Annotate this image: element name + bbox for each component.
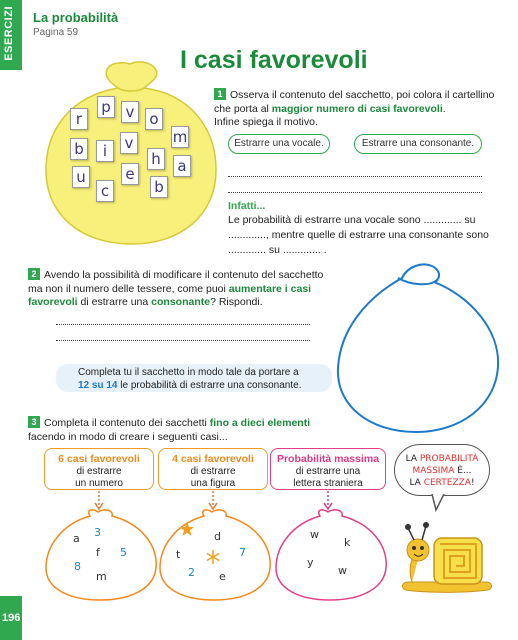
bag-number: 3 <box>94 526 101 539</box>
small-bags <box>40 506 400 602</box>
letter-tile: u <box>72 166 90 188</box>
letter-tile: v <box>120 132 138 154</box>
bag-letter: e <box>219 570 226 583</box>
page-title: I casi favorevoli <box>180 46 368 74</box>
bag-letter: y <box>307 556 314 569</box>
letter-tile: v <box>121 101 139 123</box>
bag-number: 5 <box>120 546 127 559</box>
small-bag-3 <box>276 510 386 600</box>
letter-tile: b <box>70 138 88 160</box>
letter-tile: i <box>96 140 114 162</box>
bag-letter: m <box>96 570 107 583</box>
exercises-tab-label: ESERCIZI <box>3 6 15 61</box>
answer-line[interactable] <box>228 176 482 177</box>
bag-number: 2 <box>188 566 195 579</box>
bag-number: 8 <box>74 560 81 573</box>
star-icon <box>180 522 194 536</box>
infatti-label: Infatti... <box>228 200 266 212</box>
page-number: 196 <box>2 612 21 624</box>
letter-tile: o <box>145 108 163 130</box>
bag-letter: a <box>73 532 80 545</box>
exercises-tab <box>0 0 22 70</box>
exercise-number: 3 <box>28 416 40 428</box>
exercise-number: 1 <box>214 88 226 100</box>
bag-letter: w <box>338 564 347 577</box>
bag-letter: f <box>96 546 100 559</box>
exercise-2-instructions: 2 Avendo la possibilità di modificare il contenuto del sacchetto ma non il numero delle tessere, come puoi aumentare i casi favorevoli di estrarre una consonante? Rispondi. <box>28 269 324 308</box>
section-title: La probabilità <box>33 10 119 25</box>
answer-line[interactable] <box>56 324 310 325</box>
letter-tile: p <box>97 96 115 118</box>
answer-line[interactable] <box>228 192 482 193</box>
case-card-foreign-letter: Probabilità massima di estrarre una lettera straniera <box>270 448 386 490</box>
exercise-number: 2 <box>28 268 40 280</box>
option-consonant-card[interactable]: Estrarre una consonante. <box>354 134 482 154</box>
answer-line[interactable] <box>56 340 310 341</box>
instruction-callout: Completa tu il sacchetto in modo tale da portare a 12 su 14 le probabilità di estrarre una consonante. <box>56 364 332 392</box>
explanation-text: Le probabilità di estrarre una vocale sono ............. su ............., mentre quelle di estrarre una consonante sono ............. su ............. . <box>228 214 489 256</box>
small-bag-1 <box>46 510 156 600</box>
letter-tile: c <box>96 180 114 202</box>
letter-tile: b <box>150 176 168 198</box>
exercise-1-instructions: 1 Osserva il contenuto del sacchetto, poi colora il cartellino che porta al maggior numero di casi favorevoli. Infine spiega il motivo. <box>214 89 495 128</box>
letter-tile: a <box>173 155 191 177</box>
bag-letter: t <box>176 548 181 561</box>
speech-bubble: LA PROBABILITÀ MASSIMA È... LA CERTEZZA! <box>394 444 490 496</box>
empty-bag-drawing-area[interactable] <box>330 256 506 436</box>
page-reference: Pagina 59 <box>33 27 79 38</box>
letter-tile: m <box>172 128 188 146</box>
bag-letter: d <box>214 530 221 543</box>
bag-number: 7 <box>239 546 246 559</box>
bag-letter: k <box>344 536 351 549</box>
exercise-3-instructions: 3 Completa il contenuto dei sacchetti fino a dieci elementi facendo in modo di creare i seguenti casi... <box>28 417 311 443</box>
letter-tile: r <box>70 108 88 130</box>
snail-mascot-icon <box>398 512 498 596</box>
snowflake-icon <box>206 550 220 564</box>
letter-tile: h <box>147 148 165 170</box>
case-card-figures: 4 casi favorevoli di estrarre una figura <box>158 448 268 490</box>
bag-letter: w <box>310 528 319 541</box>
bubble-tail <box>430 494 450 514</box>
case-card-numbers: 6 casi favorevoli di estrarre un numero <box>44 448 154 490</box>
option-vowel-card[interactable]: Estrarre una vocale. <box>228 134 330 154</box>
letter-tile: e <box>121 163 139 185</box>
